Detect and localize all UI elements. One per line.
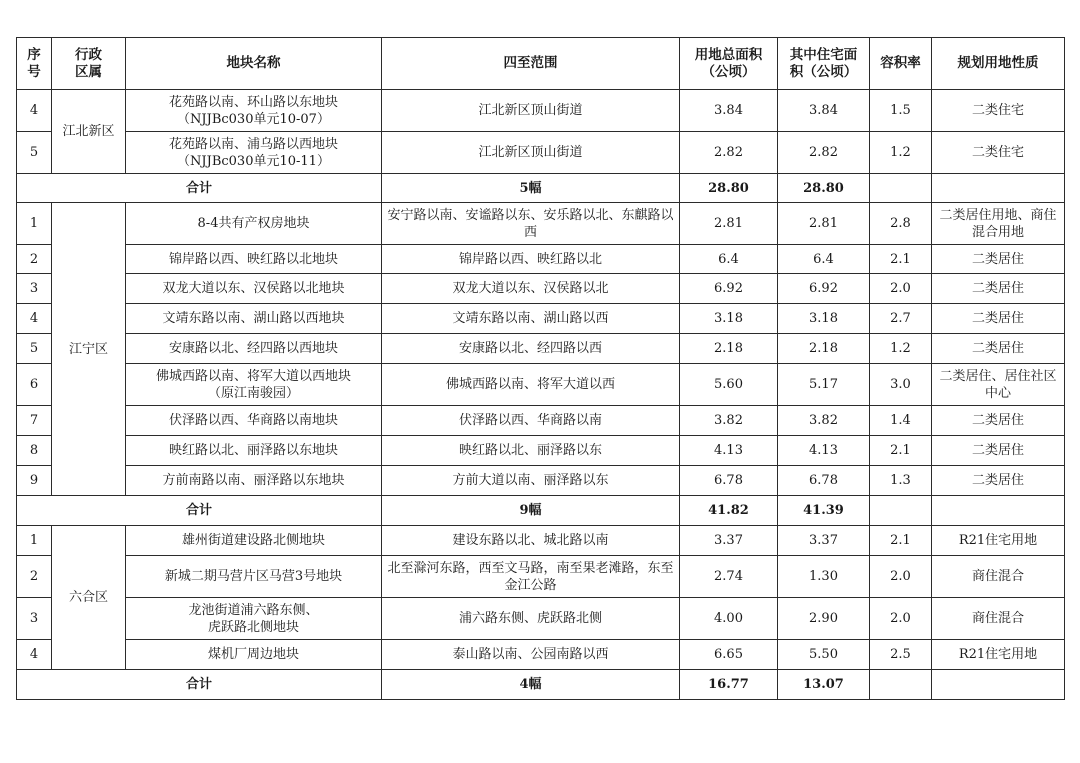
- cell-residential-area: 2.18: [778, 334, 870, 364]
- cell-boundary: 江北新区顶山街道: [382, 90, 680, 132]
- cell-parcel-name: 伏泽路以西、华商路以南地块: [126, 406, 382, 436]
- cell-far: 3.0: [870, 364, 932, 406]
- table-row: [17, 436, 1065, 466]
- header-boundary: 四至范围: [382, 38, 680, 90]
- cell-parcel-name: 新城二期马营片区马营3号地块: [126, 556, 382, 598]
- cell-district: 江宁区: [52, 203, 126, 496]
- cell-total-area: 6.65: [680, 640, 778, 670]
- subtotal-blank: [932, 670, 1065, 700]
- cell-total-area: 3.84: [680, 90, 778, 132]
- subtotal-residential-area: 41.39: [778, 496, 870, 526]
- cell-no: 5: [17, 132, 52, 174]
- cell-total-area: 3.37: [680, 526, 778, 556]
- cell-residential-area: 2.82: [778, 132, 870, 174]
- cell-boundary: 浦六路东侧、虎跃路北侧: [382, 598, 680, 640]
- cell-no: 5: [17, 334, 52, 364]
- cell-total-area: 2.74: [680, 556, 778, 598]
- subtotal-label: 合计: [17, 670, 382, 700]
- cell-far: 2.0: [870, 598, 932, 640]
- cell-total-area: 6.78: [680, 466, 778, 496]
- cell-far: 2.1: [870, 436, 932, 466]
- cell-land-use: 二类居住: [932, 406, 1065, 436]
- table-row: [17, 406, 1065, 436]
- cell-parcel-name: 8-4共有产权房地块: [126, 203, 382, 245]
- cell-no: 2: [17, 556, 52, 598]
- table-row: [17, 245, 1065, 274]
- cell-far: 2.1: [870, 245, 932, 274]
- table-row: [17, 203, 1065, 245]
- cell-total-area: 6.92: [680, 274, 778, 304]
- cell-boundary: 江北新区顶山街道: [382, 132, 680, 174]
- subtotal-total-area: 16.77: [680, 670, 778, 700]
- subtotal-count: 9幅: [382, 496, 680, 526]
- subtotal-total-area: 28.80: [680, 174, 778, 203]
- subtotal-blank: [870, 496, 932, 526]
- cell-district: 江北新区: [52, 90, 126, 174]
- subtotal-row: [17, 496, 1065, 526]
- cell-total-area: 4.13: [680, 436, 778, 466]
- cell-residential-area: 3.84: [778, 90, 870, 132]
- cell-total-area: 2.81: [680, 203, 778, 245]
- cell-no: 9: [17, 466, 52, 496]
- cell-total-area: 6.4: [680, 245, 778, 274]
- cell-land-use: 商住混合: [932, 556, 1065, 598]
- cell-parcel-name: 映红路以北、丽泽路以东地块: [126, 436, 382, 466]
- cell-boundary: 双龙大道以东、汉侯路以北: [382, 274, 680, 304]
- table-row: [17, 526, 1065, 556]
- header-district: 行政 区属: [52, 38, 126, 90]
- cell-parcel-name: 双龙大道以东、汉侯路以北地块: [126, 274, 382, 304]
- cell-far: 2.8: [870, 203, 932, 245]
- cell-residential-area: 2.81: [778, 203, 870, 245]
- table-row: [17, 334, 1065, 364]
- cell-far: 2.0: [870, 556, 932, 598]
- cell-no: 1: [17, 203, 52, 245]
- cell-far: 1.3: [870, 466, 932, 496]
- cell-residential-area: 5.17: [778, 364, 870, 406]
- cell-residential-area: 5.50: [778, 640, 870, 670]
- cell-boundary: 锦岸路以西、映红路以北: [382, 245, 680, 274]
- land-parcel-table: [16, 37, 1065, 700]
- table-row: [17, 90, 1065, 132]
- cell-far: 1.5: [870, 90, 932, 132]
- subtotal-row: [17, 174, 1065, 203]
- cell-residential-area: 3.18: [778, 304, 870, 334]
- subtotal-count: 4幅: [382, 670, 680, 700]
- cell-boundary: 伏泽路以西、华商路以南: [382, 406, 680, 436]
- subtotal-blank: [870, 174, 932, 203]
- cell-parcel-name: 花苑路以南、浦乌路以西地块 （NJJBc030单元10-11）: [126, 132, 382, 174]
- cell-boundary: 建设东路以北、城北路以南: [382, 526, 680, 556]
- cell-residential-area: 3.82: [778, 406, 870, 436]
- subtotal-label: 合计: [17, 174, 382, 203]
- cell-land-use: 二类居住: [932, 466, 1065, 496]
- cell-far: 1.4: [870, 406, 932, 436]
- table-row: [17, 556, 1065, 598]
- cell-parcel-name: 安康路以北、经四路以西地块: [126, 334, 382, 364]
- cell-no: 4: [17, 304, 52, 334]
- cell-parcel-name: 花苑路以南、环山路以东地块 （NJJBc030单元10-07）: [126, 90, 382, 132]
- cell-boundary: 文靖东路以南、湖山路以西: [382, 304, 680, 334]
- cell-land-use: 二类居住: [932, 334, 1065, 364]
- cell-no: 7: [17, 406, 52, 436]
- cell-residential-area: 4.13: [778, 436, 870, 466]
- cell-total-area: 2.82: [680, 132, 778, 174]
- cell-no: 8: [17, 436, 52, 466]
- subtotal-residential-area: 28.80: [778, 174, 870, 203]
- table-row: [17, 364, 1065, 406]
- cell-land-use: R21住宅用地: [932, 526, 1065, 556]
- cell-no: 2: [17, 245, 52, 274]
- cell-far: 2.5: [870, 640, 932, 670]
- header-seq: 序 号: [17, 38, 52, 90]
- cell-residential-area: 6.4: [778, 245, 870, 274]
- cell-parcel-name: 佛城西路以南、将军大道以西地块 （原江南骏园）: [126, 364, 382, 406]
- cell-parcel-name: 文靖东路以南、湖山路以西地块: [126, 304, 382, 334]
- cell-boundary: 泰山路以南、公园南路以西: [382, 640, 680, 670]
- cell-parcel-name: 煤机厂周边地块: [126, 640, 382, 670]
- cell-total-area: 3.82: [680, 406, 778, 436]
- cell-no: 6: [17, 364, 52, 406]
- cell-parcel-name: 方前南路以南、丽泽路以东地块: [126, 466, 382, 496]
- cell-land-use: R21住宅用地: [932, 640, 1065, 670]
- subtotal-blank: [932, 174, 1065, 203]
- cell-land-use: 二类居住: [932, 304, 1065, 334]
- cell-parcel-name: 锦岸路以西、映红路以北地块: [126, 245, 382, 274]
- cell-land-use: 商住混合: [932, 598, 1065, 640]
- cell-total-area: 3.18: [680, 304, 778, 334]
- cell-no: 3: [17, 598, 52, 640]
- cell-boundary: 方前大道以南、丽泽路以东: [382, 466, 680, 496]
- table-row: [17, 274, 1065, 304]
- header-residential-area: 其中住宅面 积（公顷）: [778, 38, 870, 90]
- cell-land-use: 二类居住、居住社区中心: [932, 364, 1065, 406]
- subtotal-blank: [932, 496, 1065, 526]
- cell-no: 4: [17, 90, 52, 132]
- cell-land-use: 二类住宅: [932, 132, 1065, 174]
- table-row: [17, 304, 1065, 334]
- cell-far: 1.2: [870, 132, 932, 174]
- cell-far: 2.0: [870, 274, 932, 304]
- cell-far: 2.1: [870, 526, 932, 556]
- cell-far: 2.7: [870, 304, 932, 334]
- cell-land-use: 二类住宅: [932, 90, 1065, 132]
- cell-boundary: 佛城西路以南、将军大道以西: [382, 364, 680, 406]
- subtotal-total-area: 41.82: [680, 496, 778, 526]
- cell-residential-area: 6.92: [778, 274, 870, 304]
- table-row: [17, 640, 1065, 670]
- table-row: [17, 466, 1065, 496]
- header-far: 容积率: [870, 38, 932, 90]
- cell-total-area: 2.18: [680, 334, 778, 364]
- cell-residential-area: 2.90: [778, 598, 870, 640]
- cell-land-use: 二类居住: [932, 274, 1065, 304]
- cell-no: 4: [17, 640, 52, 670]
- cell-district: 六合区: [52, 526, 126, 670]
- subtotal-blank: [870, 670, 932, 700]
- cell-boundary: 安宁路以南、安谧路以东、安乐路以北、东麒路以西: [382, 203, 680, 245]
- header-land-use: 规划用地性质: [932, 38, 1065, 90]
- cell-land-use: 二类居住: [932, 436, 1065, 466]
- subtotal-label: 合计: [17, 496, 382, 526]
- cell-no: 3: [17, 274, 52, 304]
- header-parcel-name: 地块名称: [126, 38, 382, 90]
- table-row: [17, 598, 1065, 640]
- subtotal-row: [17, 670, 1065, 700]
- cell-parcel-name: 雄州街道建设路北侧地块: [126, 526, 382, 556]
- cell-boundary: 北至滁河东路，西至文马路，南至果老滩路，东至金江公路: [382, 556, 680, 598]
- cell-total-area: 4.00: [680, 598, 778, 640]
- cell-far: 1.2: [870, 334, 932, 364]
- cell-boundary: 映红路以北、丽泽路以东: [382, 436, 680, 466]
- table-row: [17, 132, 1065, 174]
- cell-parcel-name: 龙池街道浦六路东侧、 虎跃路北侧地块: [126, 598, 382, 640]
- cell-residential-area: 3.37: [778, 526, 870, 556]
- cell-residential-area: 1.30: [778, 556, 870, 598]
- subtotal-residential-area: 13.07: [778, 670, 870, 700]
- subtotal-count: 5幅: [382, 174, 680, 203]
- header-total-area: 用地总面积 （公顷）: [680, 38, 778, 90]
- cell-land-use: 二类居住用地、商住混合用地: [932, 203, 1065, 245]
- header-row: [17, 38, 1065, 90]
- cell-land-use: 二类居住: [932, 245, 1065, 274]
- cell-total-area: 5.60: [680, 364, 778, 406]
- cell-no: 1: [17, 526, 52, 556]
- cell-boundary: 安康路以北、经四路以西: [382, 334, 680, 364]
- cell-residential-area: 6.78: [778, 466, 870, 496]
